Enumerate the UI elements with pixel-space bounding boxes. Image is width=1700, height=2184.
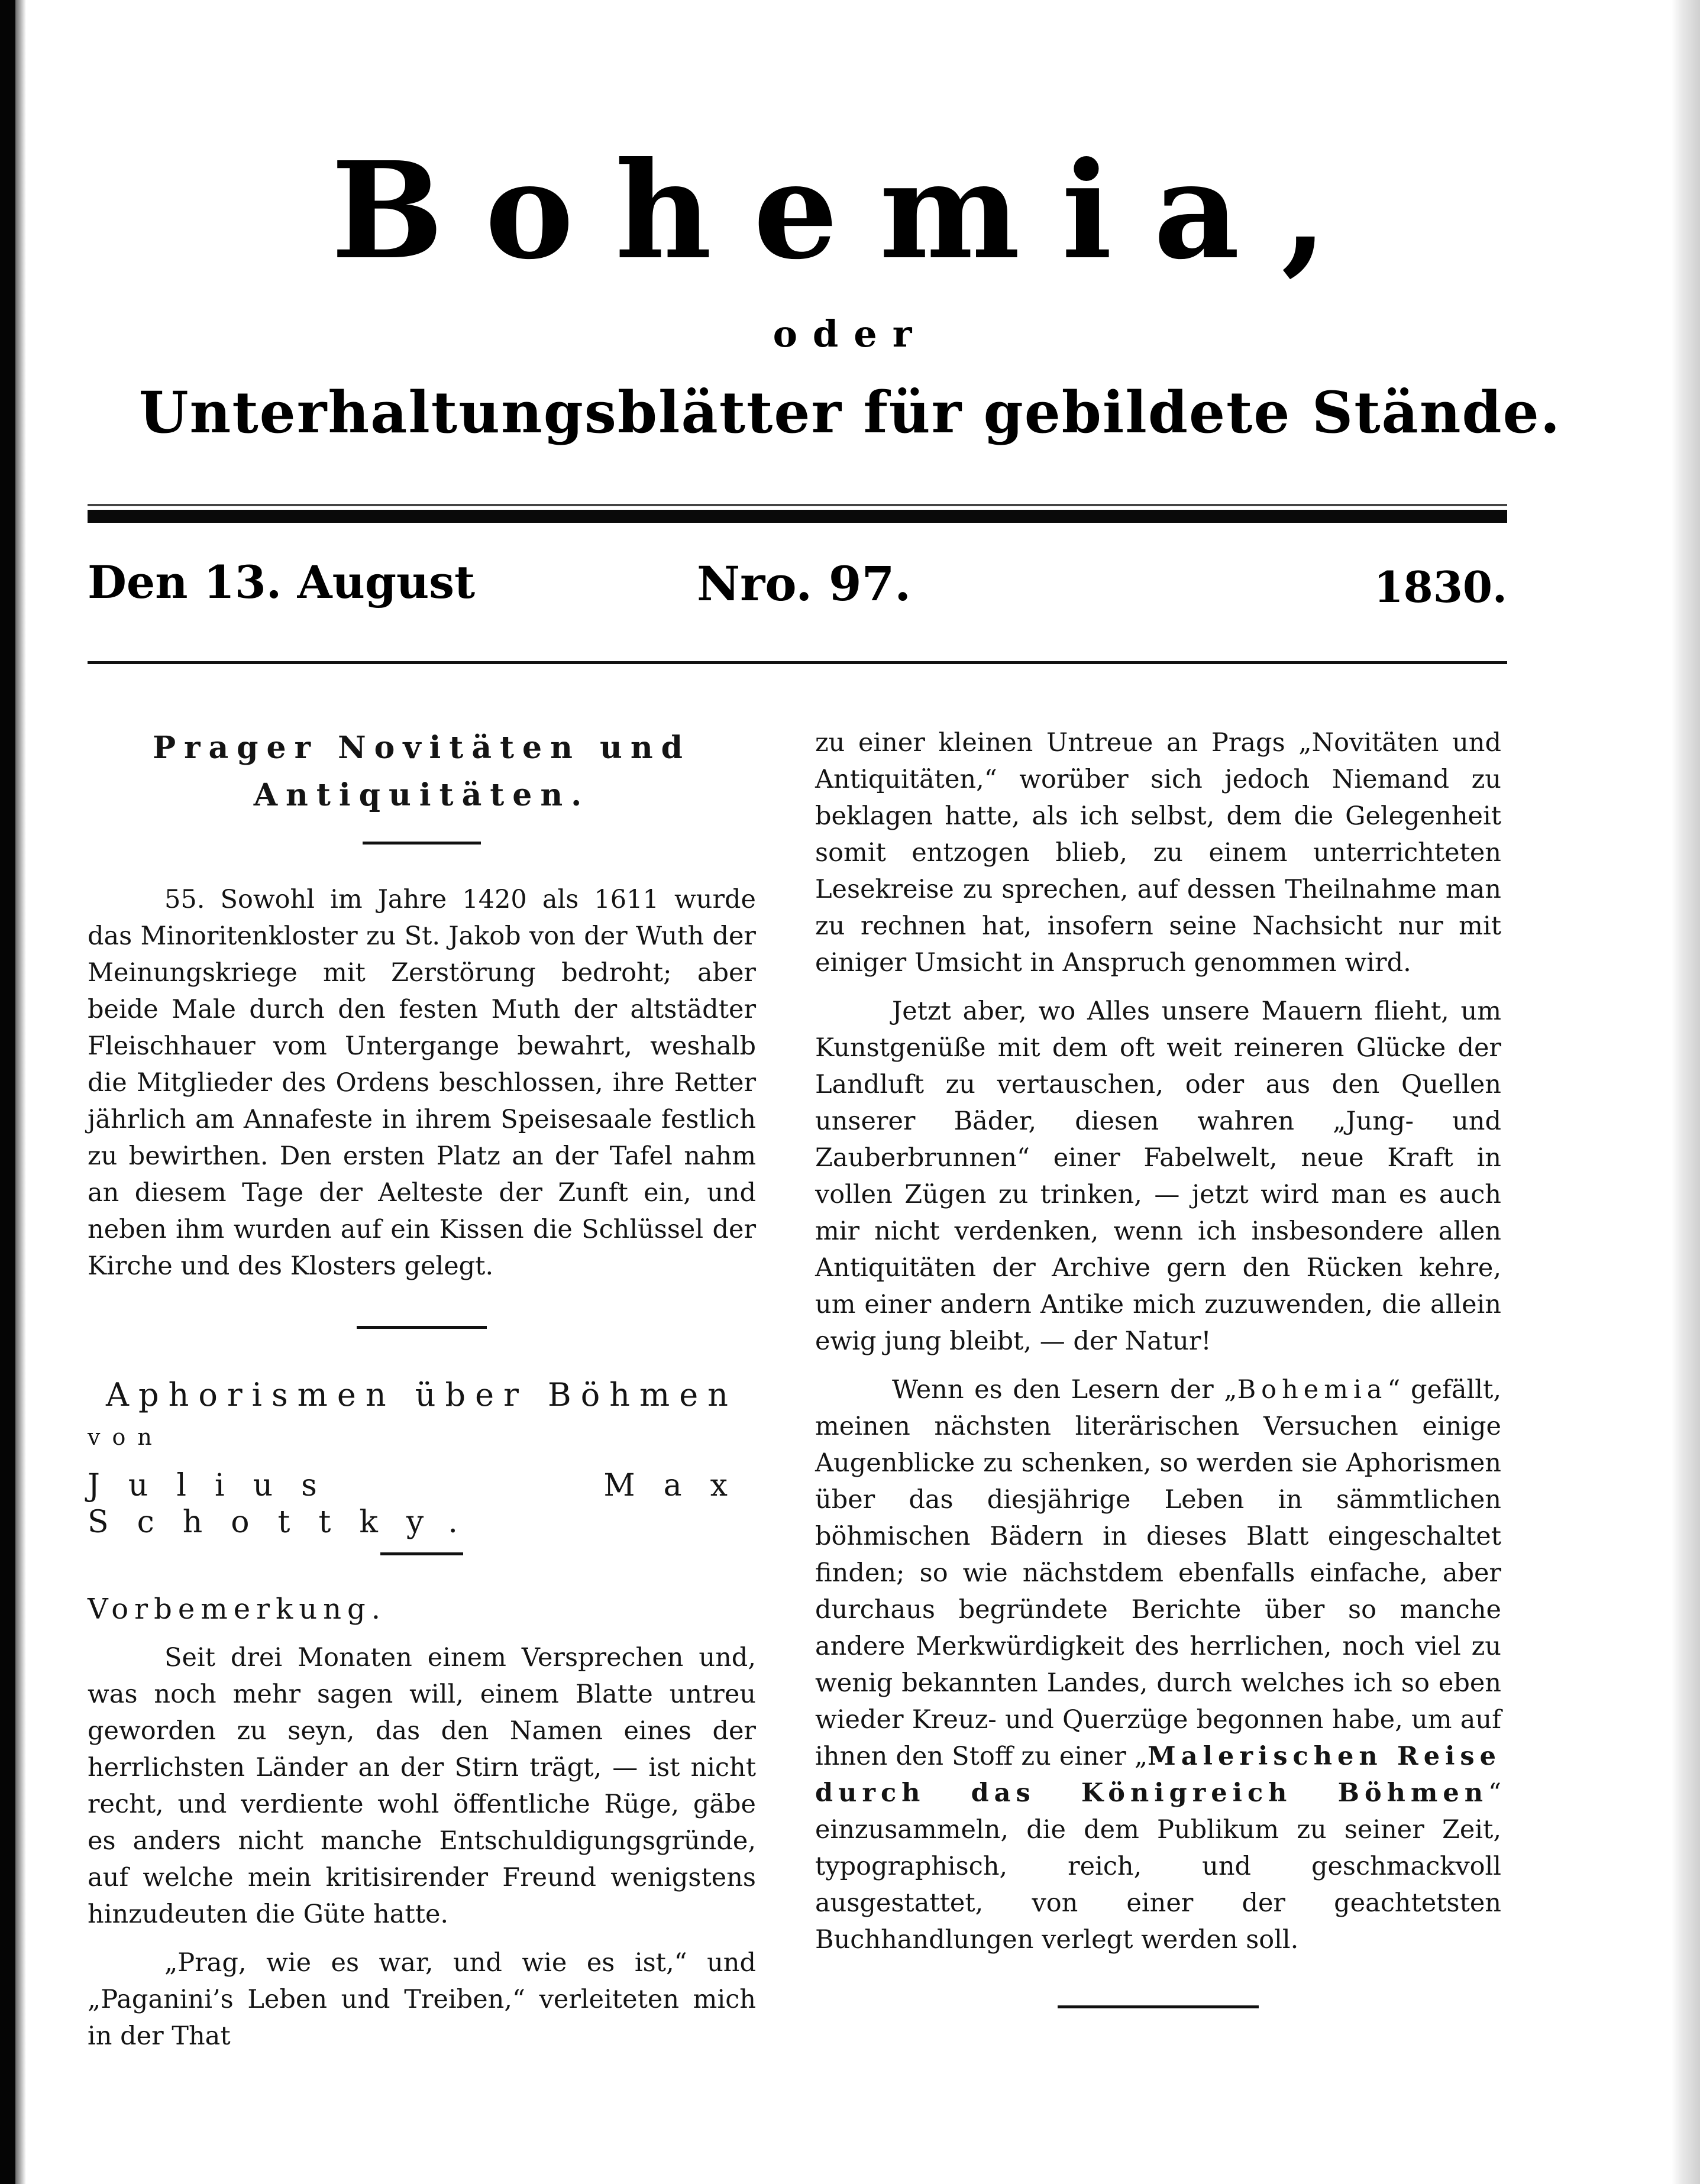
text-run: “ gefällt, meinen nächsten literärischen Versuchen einige Augenblicke zu schenken, so werden sie Aphorismen über das diesjährige Leben in sämmtlichen böhmischen Bädern in dieses Blatt eingeschaltet finden; so wie nächstdem ebenfalls einfache, aber durchaus begründete Berichte über so manche andere Merkwürdigkeit des herrlichen, noch viel zu wenig bekannten Landes, durch welches ich so eben wieder Kreuz- und Querzüge begonnen habe, um auf ihnen den Stoff zu einer „ [815, 1375, 1501, 1771]
text-run: Wenn es den Lesern der „ [892, 1375, 1237, 1405]
section-title-prager: Prager Novitäten und Antiquitäten. [152, 730, 691, 813]
masthead-subtitle: Unterhaltungsblätter für gebildete Stände. [138, 379, 1562, 446]
masthead-rule-thick [88, 510, 1507, 523]
article-paragraph: Seit drei Monaten einem Versprechen und, was noch mehr sagen will, einem Blatte untreu geworden zu seyn, das den Namen eines der herrlichsten Länder an der Stirn trägt, — ist nicht recht, und verdiente wohl öffentliche Rüge, gäbe es anders nicht manche Entschuldigungsgründe, auf welche mein kritisirender Freund wenigstens hinzudeuten die Güte hatte. [88, 1643, 756, 1929]
section-divider [357, 1326, 487, 1329]
issue-number: Nro. 97. [697, 556, 912, 611]
masthead-rule-thin [88, 504, 1507, 506]
right-column [815, 724, 1501, 2008]
masthead-oder: oder [773, 312, 927, 355]
left-column [88, 724, 756, 2066]
text-run-spaced: Malerischen Reise durch das Königreich Böhmen [815, 1742, 1501, 1808]
issue-date: Den 13. August [88, 556, 476, 609]
author-name: Julius Max Schottky. [88, 1468, 756, 1540]
article-paragraph: zu einer kleinen Untreue an Prags „Novitäten und Antiquitäten,“ worüber sich jedoch Niemand zu beklagen hatte, als ich selbst, dem die Gelegenheit somit entzogen blieb, zu einem unterrichteten Lesekreise zu sprechen, auf dessen Theilnahme man zu rechnen hat, insofern seine Nachsicht nur mit einiger Umsicht in Anspruch genommen wird. [815, 728, 1501, 978]
issue-year: 1830. [1373, 562, 1507, 612]
dateline [88, 556, 1507, 627]
text-run-spaced: Bohemia [1237, 1375, 1388, 1405]
section-rule [363, 842, 481, 845]
dateline-rule [88, 661, 1507, 664]
article-paragraph: 55. Sowohl im Jahre 1420 als 1611 wurde das Minoritenkloster zu St. Jakob von der Wuth der Meinungskriege mit Zerstörung bedroht; aber beide Male durch den festen Muth der altstädter Fleischhauer vom Untergange bewahrt, weshalb die Mitglieder des Ordens beschlossen, ihre Retter jährlich am Annafeste in ihrem Speisesaale festlich zu bewirthen. Den ersten Platz an der Tafel nahm an diesem Tage der Aelteste der Zunft ein, und neben ihm wurden auf ein Kissen die Schlüssel der Kirche und des Klosters gelegt. [88, 885, 756, 1281]
section-title-aphorismen: Aphorismen über Böhmen [106, 1376, 738, 1413]
byline-von: von [88, 1424, 164, 1450]
article-paragraph [815, 1371, 1501, 1958]
sub-heading-vorbemerkung: Vorbemerkung. [88, 1593, 386, 1626]
text-run: “ einzusammeln, die dem Publikum zu seiner Zeit, typographisch, reich, und geschmackvoll ausgestattet, von einer der geachtetsten Buchhandlungen verlegt werden soll. [815, 1778, 1501, 1955]
end-rule [1058, 2005, 1259, 2008]
article-paragraph: „Prag, wie es war, und wie es ist,“ und „Paganini’s Leben und Treiben,“ verleiteten mich in der That [88, 1948, 756, 2051]
article-paragraph: Jetzt aber, wo Alles unsere Mauern flieht, um Kunstgenüße mit dem oft weit reineren Glücke der Landluft zu vertauschen, oder aus den Quellen unserer Bäder, diesen wahren „Jung- und Zauberbrunnen“ einer Fabelwelt, neue Kraft in vollen Zügen zu trinken, — jetzt wird man es auch mir nicht verdenken, wenn ich insbesondere allen Antiquitäten der Archive gern den Rücken kehre, um einer andern Antike mich zuzuwenden, die allein ewig jung bleibt, — der Natur! [815, 996, 1501, 1356]
author-rule [380, 1552, 463, 1555]
masthead-title: Bohemia, [331, 133, 1369, 289]
